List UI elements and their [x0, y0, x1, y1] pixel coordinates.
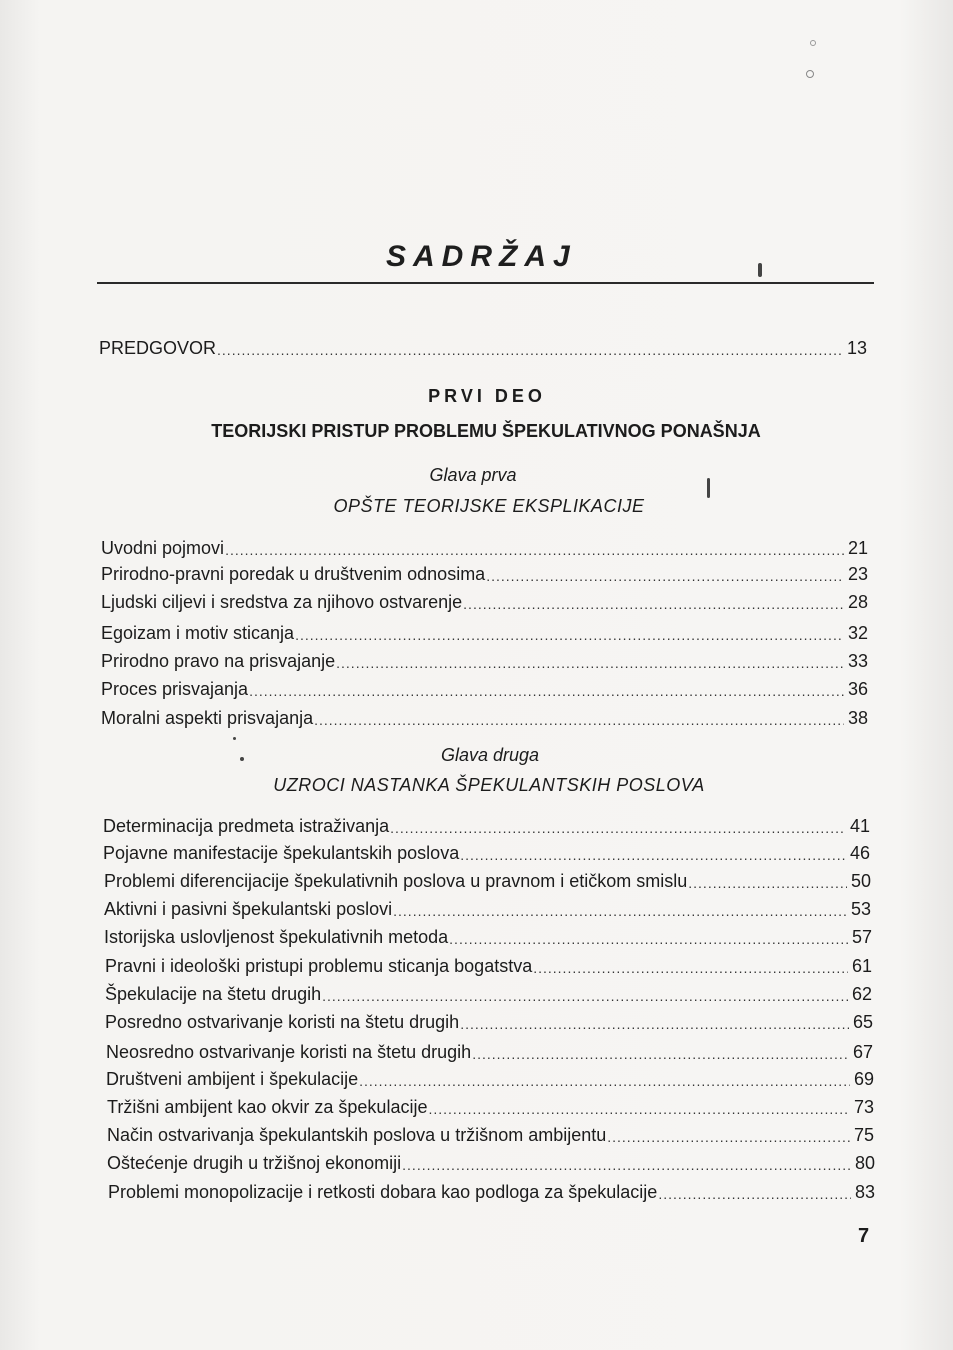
toc-entry-page: 38: [847, 708, 868, 728]
ink-speck: [240, 757, 244, 761]
title-rule: [97, 282, 874, 284]
toc-entry-page: 33: [847, 651, 868, 671]
dot-leader: [486, 567, 844, 585]
toc-entry: [104, 870, 871, 892]
toc-entry: [105, 1011, 873, 1033]
toc-entry: [101, 537, 868, 559]
toc-entry: [108, 1181, 875, 1203]
ink-speck: [810, 40, 816, 46]
dot-leader: [533, 959, 848, 977]
dot-leader: [314, 711, 844, 729]
chapter-title: OPŠTE TEORIJSKE EKSPLIKACIJE: [333, 496, 645, 516]
toc-entry-page: 61: [851, 956, 872, 976]
toc-entry-page: 21: [847, 538, 868, 558]
part-label: PRVI DEO: [428, 386, 546, 406]
dot-leader: [460, 846, 846, 864]
toc-entry: [107, 1124, 874, 1146]
dot-leader: [295, 626, 844, 644]
toc-entry-page: 53: [850, 899, 871, 919]
dot-leader: [428, 1100, 850, 1118]
toc-entry-page: 36: [847, 679, 868, 699]
toc-entry: [105, 983, 872, 1005]
ink-speck: [806, 70, 814, 78]
toc-entry: [103, 842, 870, 864]
toc-entry-label: Prirodno pravo na prisvajanje: [101, 651, 336, 671]
toc-entry-predgovor: [99, 337, 867, 359]
toc-entry-label: Uvodni pojmovi: [101, 538, 225, 558]
toc-entry-label: Društveni ambijent i špekulacije: [106, 1069, 359, 1089]
page-title: SADRŽAJ: [386, 240, 577, 273]
toc-entry-label: Proces prisvajanja: [101, 679, 249, 699]
chapter-label: Glava druga: [440, 745, 540, 765]
page-number: 7: [858, 1225, 870, 1247]
toc-entry-page: 75: [853, 1125, 874, 1145]
toc-entry-label: Neosredno ostvarivanje koristi na štetu drugih: [106, 1042, 472, 1062]
toc-entry-page: 23: [847, 564, 868, 584]
toc-entry-label: Determinacija predmeta istraživanja: [103, 816, 390, 836]
toc-entry: [101, 707, 868, 729]
toc-entry: [101, 650, 868, 672]
toc-entry-page: 57: [851, 927, 872, 947]
toc-entry-label: Egoizam i motiv sticanja: [101, 623, 295, 643]
toc-entry-label: Ljudski ciljevi i sredstva za njihovo ostvarenje: [101, 592, 463, 612]
toc-entry-page: 13: [846, 338, 867, 358]
dot-leader: [688, 874, 847, 892]
toc-entry-label: Istorijska uslovljenost špekulativnih metoda: [104, 927, 449, 947]
dot-leader: [460, 1015, 849, 1033]
dot-leader: [402, 1156, 851, 1174]
toc-entry-label: Špekulacije na štetu drugih: [105, 984, 322, 1004]
toc-entry-page: 32: [847, 623, 868, 643]
toc-entry-page: 50: [850, 871, 871, 891]
toc-entry-label: PREDGOVOR: [99, 338, 217, 358]
toc-entry: [101, 622, 868, 644]
toc-entry-page: 65: [852, 1012, 873, 1032]
toc-entry-page: 62: [851, 984, 872, 1004]
toc-entry-label: Prirodno-pravni poredak u društvenim odnosima: [101, 564, 486, 584]
dot-leader: [607, 1128, 850, 1146]
toc-entry-page: 80: [854, 1153, 875, 1173]
toc-entry-page: 46: [849, 843, 870, 863]
toc-entry: [101, 563, 868, 585]
toc-entry: [107, 1096, 874, 1118]
toc-entry: [105, 955, 872, 977]
toc-entry: [106, 1068, 874, 1090]
ink-speck: [707, 478, 710, 498]
dot-leader: [359, 1072, 850, 1090]
chapter-label: Glava prva: [429, 465, 517, 485]
part-title: TEORIJSKI PRISTUP PROBLEMU ŠPEKULATIVNOG PONAŠNJA: [211, 421, 761, 441]
dot-leader: [449, 930, 848, 948]
dot-leader: [225, 541, 844, 559]
dot-leader: [393, 902, 847, 920]
toc-entry-label: Aktivni i pasivni špekulantski poslovi: [104, 899, 393, 919]
dot-leader: [472, 1045, 849, 1063]
toc-entry-page: 67: [852, 1042, 873, 1062]
toc-entry-page: 73: [853, 1097, 874, 1117]
dot-leader: [322, 987, 848, 1005]
toc-entry: [104, 898, 871, 920]
dot-leader: [463, 595, 844, 613]
dot-leader: [336, 654, 844, 672]
toc-entry-label: Problemi diferencijacije špekulativnih poslova u pravnom i etičkom smislu: [104, 871, 688, 891]
toc-entry-label: Posredno ostvarivanje koristi na štetu drugih: [105, 1012, 460, 1032]
toc-entry: [101, 678, 868, 700]
toc-entry: [106, 1041, 873, 1063]
toc-entry-page: 69: [853, 1069, 874, 1089]
toc-entry-label: Pojavne manifestacije špekulantskih poslova: [103, 843, 460, 863]
toc-entry-label: Pravni i ideološki pristupi problemu sticanja bogatstva: [105, 956, 533, 976]
ink-speck: [233, 737, 236, 740]
toc-entry-label: Tržišni ambijent kao okvir za špekulacije: [107, 1097, 428, 1117]
toc-entry-label: Problemi monopolizacije i retkosti dobara kao podloga za špekulacije: [108, 1182, 658, 1202]
toc-entry-page: 83: [854, 1182, 875, 1202]
dot-leader: [217, 341, 843, 359]
toc-entry: [107, 1152, 875, 1174]
toc-entry-page: 41: [849, 816, 870, 836]
toc-entry-page: 28: [847, 592, 868, 612]
toc-entry-label: Oštećenje drugih u tržišnoj ekonomiji: [107, 1153, 402, 1173]
toc-entry: [103, 815, 870, 837]
toc-entry-label: Moralni aspekti prisvajanja: [101, 708, 314, 728]
toc-entry: [101, 591, 868, 613]
toc-entry-label: Način ostvarivanja špekulantskih poslova u tržišnom ambijentu: [107, 1125, 607, 1145]
ink-speck: [758, 263, 762, 277]
dot-leader: [658, 1185, 851, 1203]
toc-entry: [104, 926, 872, 948]
dot-leader: [390, 819, 846, 837]
chapter-title: UZROCI NASTANKA ŠPEKULANTSKIH POSLOVA: [273, 775, 705, 795]
dot-leader: [249, 682, 844, 700]
